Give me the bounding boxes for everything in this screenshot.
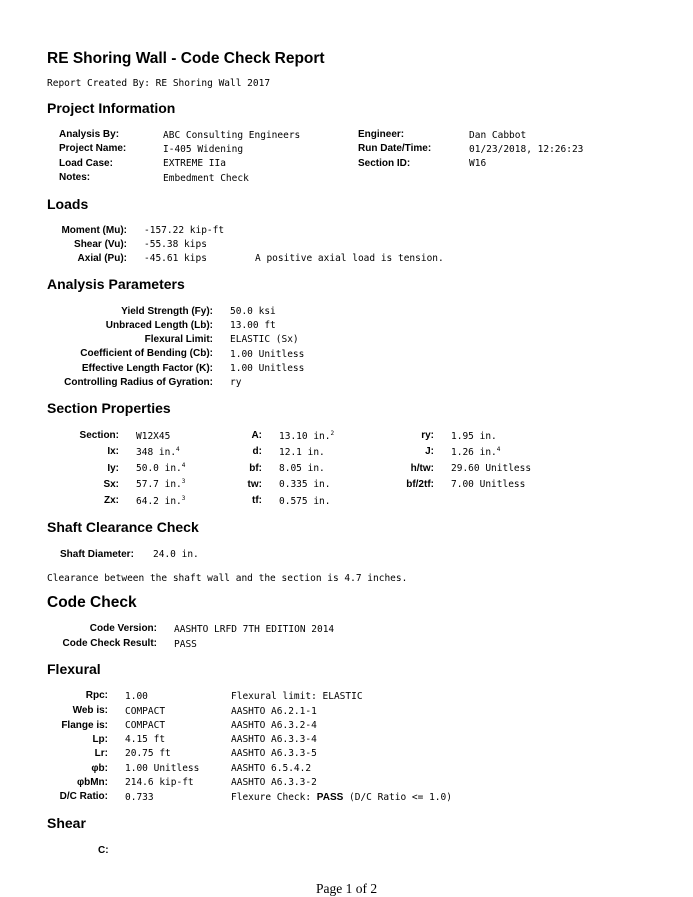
flexural-value: 214.6 kip-ft <box>125 777 194 788</box>
shaft-diameter-value: 24.0 in. <box>153 549 199 560</box>
dc-ratio-label: D/C Ratio: <box>59 791 108 802</box>
page-number: Page 1 of 2 <box>316 881 378 896</box>
sx-label: Sx: <box>103 479 119 490</box>
analysis-value: 1.00 Unitless <box>230 363 305 374</box>
flexure-check-result: Flexure Check: PASS (D/C Ratio <= 1.0) <box>231 792 452 803</box>
analysis-value: 1.00 Unitless <box>230 349 305 360</box>
run-date-label: Run Date/Time: <box>358 143 432 154</box>
dc-ratio-value: 0.733 <box>125 792 154 803</box>
section-value: W12X45 <box>136 431 171 442</box>
notes-value: Embedment Check <box>163 173 249 184</box>
analysis-label: Unbraced Length (Lb): <box>105 320 213 331</box>
flexural-value: 20.75 ft <box>125 748 171 759</box>
analysis-by-value: ABC Consulting Engineers <box>163 130 301 141</box>
shear-load-label: Shear (Vu): <box>74 239 127 250</box>
moment-label: Moment (Mu): <box>61 225 127 236</box>
analysis-value: 13.00 ft <box>230 320 276 331</box>
zx-label: Zx: <box>104 495 119 506</box>
analysis-value: ry <box>230 377 242 388</box>
flexural-label: φb: <box>91 763 108 774</box>
iy-label: Iy: <box>107 463 119 474</box>
axial-value: -45.61 kips <box>144 253 207 264</box>
analysis-label: Yield Strength (Fy): <box>121 306 213 317</box>
flexural-value: COMPACT <box>125 720 166 731</box>
flexural-label: φbMn: <box>76 777 108 788</box>
moment-value: -157.22 kip-ft <box>144 225 225 236</box>
code-result-value: PASS <box>174 639 197 650</box>
bf-value: 8.05 in. <box>279 463 325 474</box>
clearance-note: Clearance between the shaft wall and the section is 4.7 inches. <box>47 573 408 584</box>
engineer-value: Dan Cabbot <box>469 130 527 141</box>
ix-label: Ix: <box>107 446 119 457</box>
project-heading: Project Information <box>47 100 176 116</box>
project-name-label: Project Name: <box>59 143 127 154</box>
a-label: A: <box>251 430 262 441</box>
flexural-ref: AASHTO A6.3.3-2 <box>231 777 317 788</box>
axial-note: A positive axial load is tension. <box>255 253 444 264</box>
flexural-value: 1.00 <box>125 691 148 702</box>
notes-label: Notes: <box>59 172 91 183</box>
flexural-ref: AASHTO A6.3.2-4 <box>231 720 317 731</box>
shaft-diameter-label: Shaft Diameter: <box>60 549 134 560</box>
shear-load-value: -55.38 kips <box>144 239 207 250</box>
flexural-ref: AASHTO A6.3.3-4 <box>231 734 317 745</box>
section-id-label: Section ID: <box>358 158 411 169</box>
flexural-label: Lr: <box>94 748 108 759</box>
zx-value: 64.2 in.$^3$ <box>136 494 186 507</box>
shear-c-label: C: <box>98 845 109 856</box>
d-value: 12.1 in. <box>279 447 325 458</box>
flexural-ref: AASHTO 6.5.4.2 <box>231 763 312 774</box>
section-heading: Section Properties <box>47 400 171 416</box>
bf2tf-value: 7.00 Unitless <box>451 479 526 490</box>
bf-label: bf: <box>249 463 262 474</box>
load-case-value: EXTREME IIa <box>163 158 226 169</box>
shear-heading: Shear <box>47 815 86 831</box>
code-version-value: AASHTO LRFD 7TH EDITION 2014 <box>174 624 335 635</box>
flexural-ref: AASHTO A6.3.3-5 <box>231 748 317 759</box>
sx-value: 57.7 in.$^3$ <box>136 477 186 490</box>
load-case-label: Load Case: <box>59 158 113 169</box>
run-date-value: 01/23/2018, 12:26:23 <box>469 144 584 155</box>
htw-label: h/tw: <box>410 463 434 474</box>
tw-value: 0.335 in. <box>279 479 331 490</box>
analysis-label: Controlling Radius of Gyration: <box>64 377 213 388</box>
loads-heading: Loads <box>47 196 89 212</box>
flexural-label: Flange is: <box>61 720 108 731</box>
analysis-by-label: Analysis By: <box>59 129 120 140</box>
htw-value: 29.60 Unitless <box>451 463 532 474</box>
ix-value: 348 in.$^4$ <box>136 445 180 458</box>
ry-label: ry: <box>421 430 434 441</box>
flexural-ref: AASHTO A6.2.1-1 <box>231 706 317 717</box>
flexural-label: Lp: <box>92 734 108 745</box>
flexural-value: 1.00 Unitless <box>125 763 200 774</box>
analysis-label: Coefficient of Bending (Cb): <box>80 348 213 359</box>
j-label: J: <box>425 446 434 457</box>
flexural-label: Web is: <box>72 705 108 716</box>
tf-label: tf: <box>252 495 262 506</box>
report-title: RE Shoring Wall - Code Check Report <box>47 50 325 67</box>
flexural-heading: Flexural <box>47 661 101 677</box>
analysis-label: Flexural Limit: <box>144 334 213 345</box>
flexural-value: COMPACT <box>125 706 166 717</box>
tw-label: tw: <box>247 479 262 490</box>
bf2tf-label: bf/2tf: <box>406 479 434 490</box>
d-label: d: <box>252 446 262 457</box>
ry-value: 1.95 in. <box>451 431 497 442</box>
section-id-value: W16 <box>469 158 487 169</box>
analysis-value: 50.0 ksi <box>230 306 276 317</box>
analysis-heading: Analysis Parameters <box>47 276 185 292</box>
analysis-value: ELASTIC (Sx) <box>230 334 299 345</box>
axial-label: Axial (Pu): <box>77 253 127 264</box>
flexural-label: Rpc: <box>85 690 108 701</box>
analysis-label: Effective Length Factor (K): <box>81 363 213 374</box>
flexural-value: 4.15 ft <box>125 734 166 745</box>
iy-value: 50.0 in.$^4$ <box>136 461 186 474</box>
shaft-heading: Shaft Clearance Check <box>47 519 199 535</box>
code-result-label: Code Check Result: <box>62 638 157 649</box>
code-check-heading: Code Check <box>47 594 137 611</box>
j-value: 1.26 in.$^4$ <box>451 445 501 458</box>
created-by: Report Created By: RE Shoring Wall 2017 <box>47 78 271 89</box>
section-label: Section: <box>79 430 119 441</box>
engineer-label: Engineer: <box>358 129 405 140</box>
flexural-ref: Flexural limit: ELASTIC <box>231 691 363 702</box>
a-value: 13.10 in.$^2$ <box>279 429 335 442</box>
tf-value: 0.575 in. <box>279 496 331 507</box>
code-version-label: Code Version: <box>89 623 157 634</box>
project-name-value: I-405 Widening <box>163 144 244 155</box>
